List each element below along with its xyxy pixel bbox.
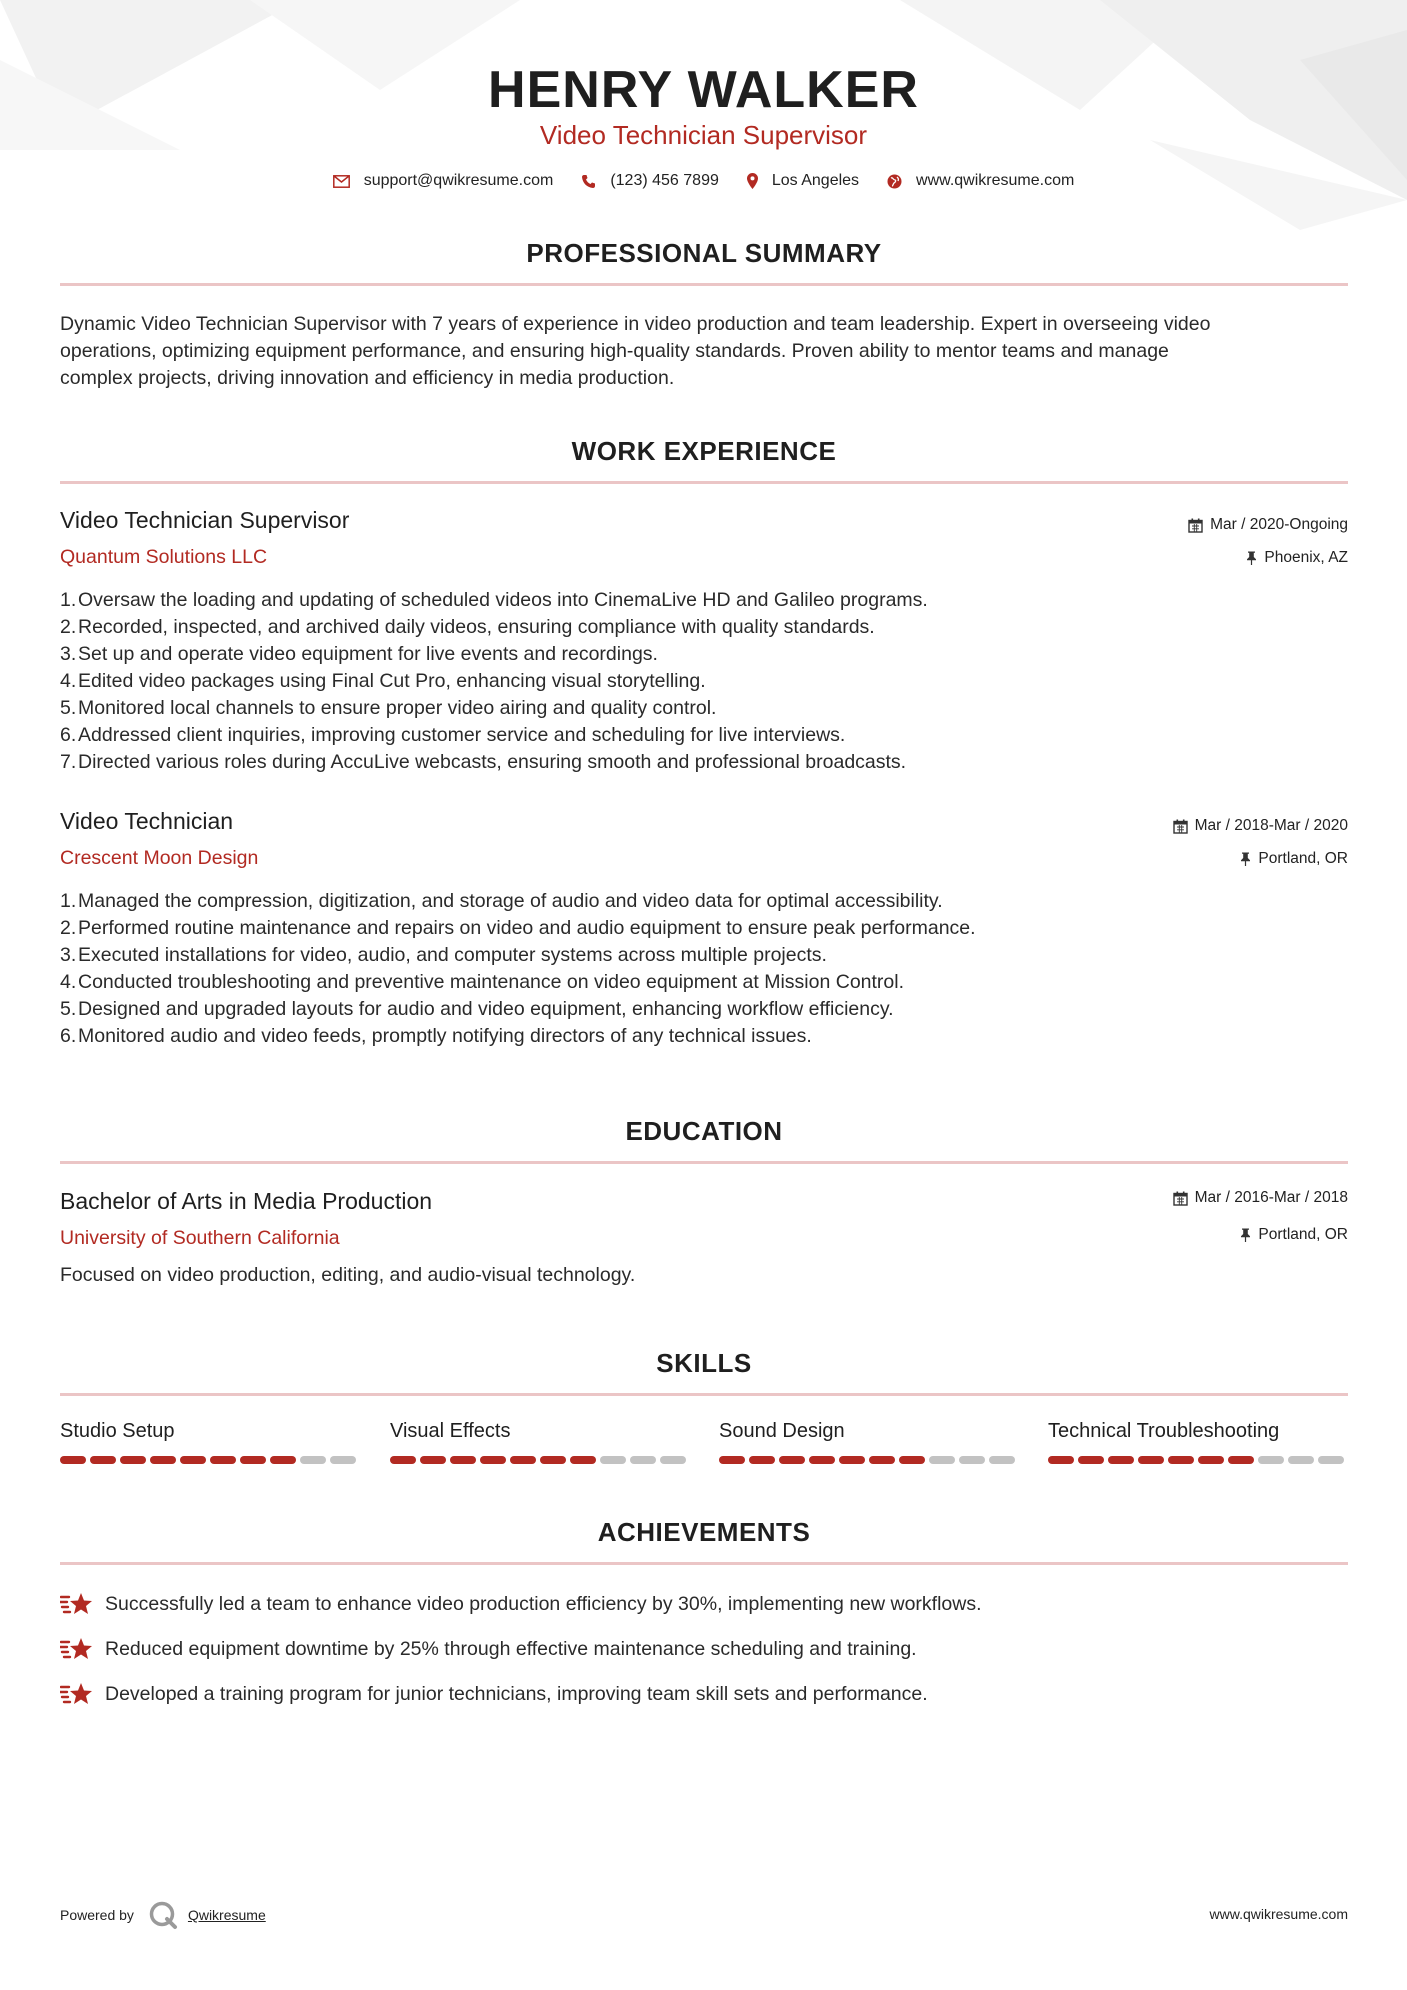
job-title: Video Technician xyxy=(60,808,234,834)
experience-heading: WORK EXPERIENCE xyxy=(571,436,837,466)
map-marker-icon xyxy=(747,173,758,189)
summary-line: Dynamic Video Technician Supervisor with 7 years of experience in video production and team leadership. Expert in overseeing video xyxy=(60,313,1211,335)
skill-segment-filled xyxy=(869,1456,895,1464)
list-item: 7.Directed various roles during AccuLive webcasts, ensuring smooth and professional broadcasts. xyxy=(60,751,907,773)
contact-email-text: support@qwikresume.com xyxy=(363,172,554,189)
skill-segment-filled xyxy=(210,1456,236,1464)
skill-segment-filled xyxy=(480,1456,506,1464)
achievement-item xyxy=(60,1681,928,1707)
globe-icon xyxy=(887,174,902,189)
achievements-heading: ACHIEVEMENTS xyxy=(597,1517,811,1547)
contact-website[interactable] xyxy=(887,172,1074,190)
skill-item xyxy=(1048,1420,1348,1464)
candidate-title: Video Technician Supervisor xyxy=(539,120,868,150)
footer-branding xyxy=(60,1900,266,1930)
calendar-icon xyxy=(1188,518,1203,533)
skill-segment-filled xyxy=(809,1456,835,1464)
footer-website[interactable]: www.qwikresume.com xyxy=(1209,1906,1348,1922)
calendar-icon xyxy=(1173,819,1188,834)
list-item: 3.Executed installations for video, audio, and computer systems across multiple projects. xyxy=(60,944,827,966)
skill-segment-empty xyxy=(660,1456,686,1464)
job-responsibilities xyxy=(60,888,1260,1050)
skill-segment-filled xyxy=(540,1456,566,1464)
degree-title: Bachelor of Arts in Media Production xyxy=(60,1188,433,1214)
skill-segment-filled xyxy=(150,1456,176,1464)
skill-segment-empty xyxy=(959,1456,985,1464)
job-dates xyxy=(1173,817,1348,835)
skill-segment-filled xyxy=(570,1456,596,1464)
job-dates-text: Mar / 2018-Mar / 2020 xyxy=(1194,817,1348,834)
skill-segment-filled xyxy=(90,1456,116,1464)
skill-segment-filled xyxy=(390,1456,416,1464)
skill-segment-filled xyxy=(719,1456,745,1464)
achievement-text: Successfully led a team to enhance video production efficiency by 30%, implementing new workflows. xyxy=(105,1592,982,1615)
education-location xyxy=(1240,1226,1348,1244)
list-item: 3.Set up and operate video equipment for live events and recordings. xyxy=(60,643,658,665)
skill-segment-filled xyxy=(60,1456,86,1464)
skill-level-bar xyxy=(390,1456,690,1464)
skill-segment-filled xyxy=(1168,1456,1194,1464)
education-divider xyxy=(60,1161,1348,1164)
job-location xyxy=(1240,850,1348,868)
list-item: 6.Monitored audio and video feeds, promptly notifying directors of any technical issues. xyxy=(60,1025,812,1047)
summary-heading: PROFESSIONAL SUMMARY xyxy=(526,238,882,268)
skill-item xyxy=(60,1420,360,1464)
contact-location xyxy=(747,172,859,190)
experience-divider xyxy=(60,481,1348,484)
skill-segment-filled xyxy=(510,1456,536,1464)
education-heading: EDUCATION xyxy=(625,1116,783,1146)
skill-segment-empty xyxy=(989,1456,1015,1464)
skill-segment-empty xyxy=(1318,1456,1344,1464)
skill-segment-filled xyxy=(1048,1456,1074,1464)
shooting-star-icon xyxy=(60,1636,93,1662)
company-name: Crescent Moon Design xyxy=(60,847,259,869)
education-location-text: Portland, OR xyxy=(1258,1226,1348,1243)
shooting-star-icon xyxy=(60,1591,93,1617)
phone-icon xyxy=(581,174,596,189)
summary-line: complex projects, driving innovation and efficiency in media production. xyxy=(60,367,675,389)
job-title: Video Technician Supervisor xyxy=(60,507,350,533)
list-item: 6.Addressed client inquiries, improving customer service and scheduling for live interviews. xyxy=(60,724,846,746)
contact-location-text: Los Angeles xyxy=(771,172,860,189)
education-description: Focused on video production, editing, and audio-visual technology. xyxy=(60,1264,636,1286)
achievement-text: Developed a training program for junior technicians, improving team skill sets and performance. xyxy=(105,1682,928,1705)
company-name: Quantum Solutions LLC xyxy=(60,546,268,568)
job-dates xyxy=(1188,516,1348,534)
job-dates-text: Mar / 2020-Ongoing xyxy=(1210,516,1348,533)
skill-segment-filled xyxy=(270,1456,296,1464)
achievements-divider xyxy=(60,1562,1348,1565)
skill-segment-empty xyxy=(630,1456,656,1464)
contact-phone[interactable] xyxy=(581,172,719,190)
skill-segment-empty xyxy=(300,1456,326,1464)
pushpin-icon xyxy=(1246,551,1257,565)
skill-segment-empty xyxy=(929,1456,955,1464)
summary-divider xyxy=(60,283,1348,286)
list-item: 4.Edited video packages using Final Cut Pro, enhancing visual storytelling. xyxy=(60,670,706,692)
skill-segment-filled xyxy=(180,1456,206,1464)
summary-text xyxy=(60,311,1350,392)
skill-segment-filled xyxy=(120,1456,146,1464)
list-item: 5.Designed and upgraded layouts for audio and video equipment, enhancing workflow efficiency. xyxy=(60,998,894,1020)
skill-segment-filled xyxy=(1198,1456,1224,1464)
education-dates-text: Mar / 2016-Mar / 2018 xyxy=(1194,1189,1348,1206)
job-location-text: Portland, OR xyxy=(1258,850,1348,867)
list-item: 2.Performed routine maintenance and repairs on video and audio equipment to ensure peak performance. xyxy=(60,917,976,939)
contact-bar xyxy=(0,172,1407,190)
skill-name: Visual Effects xyxy=(390,1420,511,1442)
skill-name: Technical Troubleshooting xyxy=(1048,1420,1280,1442)
qwikresume-link[interactable]: Qwikresume xyxy=(187,1907,266,1923)
skill-segment-filled xyxy=(450,1456,476,1464)
skill-name: Studio Setup xyxy=(60,1420,175,1442)
skill-item xyxy=(719,1420,1019,1464)
skill-segment-filled xyxy=(240,1456,266,1464)
skill-level-bar xyxy=(719,1456,1019,1464)
skill-name: Sound Design xyxy=(719,1420,845,1442)
contact-phone-text: (123) 456 7899 xyxy=(610,172,719,189)
list-item: 2.Recorded, inspected, and archived daily videos, ensuring compliance with quality standards. xyxy=(60,616,875,638)
skill-segment-empty xyxy=(1258,1456,1284,1464)
achievement-text: Reduced equipment downtime by 25% through effective maintenance scheduling and training. xyxy=(105,1637,917,1660)
skill-segment-filled xyxy=(899,1456,925,1464)
qwikresume-logo-icon xyxy=(148,1900,178,1930)
skill-segment-filled xyxy=(1108,1456,1134,1464)
achievement-item xyxy=(60,1636,917,1662)
skill-segment-filled xyxy=(1228,1456,1254,1464)
skill-segment-filled xyxy=(420,1456,446,1464)
pushpin-icon xyxy=(1240,1228,1251,1242)
job-location-text: Phoenix, AZ xyxy=(1264,549,1348,566)
list-item: 4.Conducted troubleshooting and preventive maintenance on video equipment at Mission Control. xyxy=(60,971,905,993)
skill-segment-filled xyxy=(749,1456,775,1464)
powered-by-label: Powered by xyxy=(60,1907,134,1923)
contact-website-text: www.qwikresume.com xyxy=(916,172,1075,189)
skill-segment-filled xyxy=(779,1456,805,1464)
contact-email[interactable] xyxy=(333,172,554,190)
job-location xyxy=(1246,549,1348,567)
list-item: 5.Monitored local channels to ensure proper video airing and quality control. xyxy=(60,697,717,719)
skill-segment-filled xyxy=(839,1456,865,1464)
skill-segment-filled xyxy=(1078,1456,1104,1464)
skill-segment-filled xyxy=(1138,1456,1164,1464)
skill-segment-empty xyxy=(1288,1456,1314,1464)
list-item: 1.Managed the compression, digitization, and storage of audio and video data for optimal accessibility. xyxy=(60,890,943,912)
achievement-item xyxy=(60,1591,982,1617)
school-name: University of Southern California xyxy=(60,1227,340,1249)
education-dates xyxy=(1173,1189,1348,1207)
skills-divider xyxy=(60,1393,1348,1396)
skill-segment-empty xyxy=(600,1456,626,1464)
pushpin-icon xyxy=(1240,852,1251,866)
summary-line: operations, optimizing equipment performance, and ensuring high-quality standards. Proven ability to mentor teams and manage xyxy=(60,340,1169,362)
skill-level-bar xyxy=(1048,1456,1348,1464)
shooting-star-icon xyxy=(60,1681,93,1707)
skill-segment-empty xyxy=(330,1456,356,1464)
envelope-icon xyxy=(333,175,350,188)
skill-level-bar xyxy=(60,1456,360,1464)
list-item: 1.Oversaw the loading and updating of scheduled videos into CinemaLive HD and Galileo programs. xyxy=(60,589,928,611)
skills-heading: SKILLS xyxy=(656,1348,752,1378)
candidate-name: HENRY WALKER xyxy=(488,61,919,119)
skill-item xyxy=(390,1420,690,1464)
job-responsibilities xyxy=(60,587,1260,776)
calendar-icon xyxy=(1173,1191,1188,1206)
